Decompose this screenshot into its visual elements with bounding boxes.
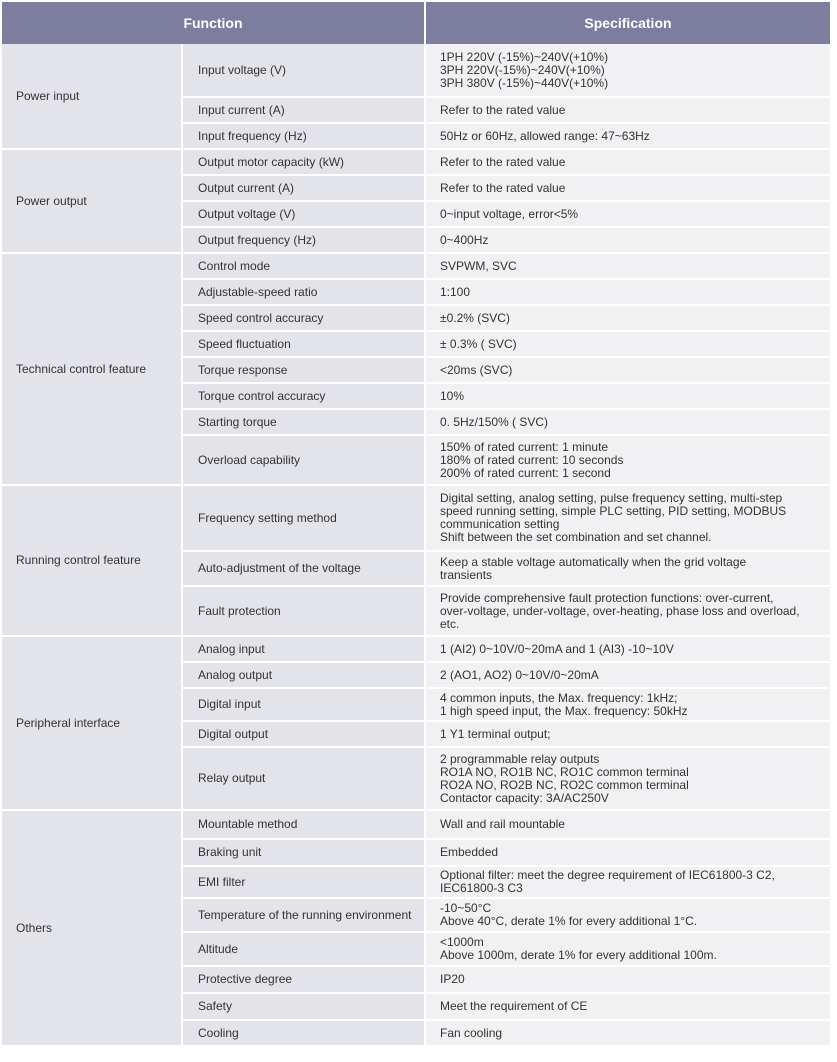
specification-line: 0~400Hz [440, 232, 489, 247]
specification-line: speed running setting, simple PLC setting, PID setting, MODBUS [440, 504, 787, 518]
function-cell: Input current (A) [182, 97, 425, 123]
table-row [2, 44, 831, 97]
specification-cell [425, 932, 831, 966]
specification-table [2, 2, 832, 1047]
specification-cell [425, 966, 831, 993]
group-label: Others [2, 810, 182, 1046]
specification-cell [425, 898, 831, 932]
group-label: Running control feature [2, 485, 182, 636]
specification-line: Fan cooling [440, 1025, 503, 1040]
function-cell: Analog input [182, 636, 425, 662]
specification-line: 0~input voltage, error<5% [440, 206, 579, 221]
specification-cell [425, 409, 831, 435]
specification-cell [425, 747, 831, 810]
function-cell: Overload capability [182, 435, 425, 485]
header-row [2, 2, 831, 44]
specification-header: Specification [425, 2, 831, 44]
group-label: Power input [2, 44, 182, 149]
function-cell: Digital input [182, 688, 425, 721]
function-cell: Output motor capacity (kW) [182, 149, 425, 175]
table-body [2, 44, 831, 1046]
specification-line: <20ms (SVC) [440, 362, 513, 377]
group-label: Peripheral interface [2, 636, 182, 810]
specification-cell [425, 149, 831, 175]
specification-line: Embedded [440, 845, 499, 859]
specification-line: RO2A NO, RO2B NC, RO2C common terminal [440, 777, 689, 792]
specification-cell [425, 175, 831, 201]
specification-line: Shift between the set combination and set channel. [440, 530, 712, 544]
specification-cell [425, 383, 831, 409]
specification-line: communication setting [440, 517, 560, 531]
function-cell: Digital output [182, 721, 425, 747]
specification-line: 1 (AI2) 0~10V/0~20mA and 1 (AI3) -10~10V [440, 641, 674, 656]
specification-cell [425, 485, 831, 551]
specification-line: 50Hz or 60Hz, allowed range: 47~63Hz [440, 128, 650, 143]
specification-line: Wall and rail mountable [440, 817, 565, 831]
function-cell: Input voltage (V) [182, 44, 425, 97]
specification-line: 200% of rated current: 1 second [440, 465, 611, 480]
specification-line: Keep a stable voltage automatically when the grid voltage [440, 554, 747, 569]
specification-cell [425, 357, 831, 383]
function-cell: Altitude [182, 932, 425, 966]
specification-cell [425, 636, 831, 662]
specification-cell [425, 551, 831, 586]
specification-cell [425, 253, 831, 279]
specification-cell [425, 435, 831, 485]
specification-cell [425, 721, 831, 747]
function-cell: Output current (A) [182, 175, 425, 201]
specification-line: Refer to the rated value [440, 180, 566, 195]
function-header: Function [2, 2, 425, 44]
function-cell: Output voltage (V) [182, 201, 425, 227]
specification-cell [425, 688, 831, 721]
table-row [2, 636, 831, 662]
group-label: Power output [2, 149, 182, 253]
function-cell: Temperature of the running environment [182, 898, 425, 932]
specification-line: 2 (AO1, AO2) 0~10V/0~20mA [440, 667, 599, 682]
function-cell: Control mode [182, 253, 425, 279]
specification-line: 10% [440, 388, 465, 403]
specification-line: ±0.2% (SVC) [440, 310, 510, 325]
specification-cell [425, 279, 831, 305]
function-cell: Speed control accuracy [182, 305, 425, 331]
specification-line: 1PH 220V (-15%)~240V(+10%) [440, 49, 609, 64]
specification-line: over-voltage, under-voltage, over-heating, phase loss and overload, [440, 603, 800, 618]
function-cell: Adjustable-speed ratio [182, 279, 425, 305]
function-cell: Auto-adjustment of the voltage [182, 551, 425, 586]
specification-line: Above 1000m, derate 1% for every additional 100m. [440, 948, 717, 962]
function-cell: Analog output [182, 662, 425, 688]
specification-line: -10~50°C [440, 901, 492, 915]
specification-line: Refer to the rated value [440, 102, 566, 117]
specification-line: Meet the requirement of CE [440, 999, 588, 1013]
specification-cell [425, 993, 831, 1020]
specification-line: etc. [440, 616, 460, 631]
specification-line: 4 common inputs, the Max. frequency: 1kHz; [440, 690, 678, 705]
specification-cell [425, 97, 831, 123]
specification-cell [425, 305, 831, 331]
table-row [2, 485, 831, 551]
specification-cell [425, 662, 831, 688]
specification-cell [425, 123, 831, 149]
table-row [2, 253, 831, 279]
function-cell: Output frequency (Hz) [182, 227, 425, 253]
specification-line: Optional filter: meet the degree requirement of IEC61800-3 C2, [440, 868, 775, 882]
specification-cell [425, 810, 831, 839]
specification-line: Provide comprehensive fault protection functions: over-current, [440, 590, 774, 605]
function-cell: Starting torque [182, 409, 425, 435]
specification-line: Above 40°C, derate 1% for every additional 1°C. [440, 914, 698, 928]
specification-line: 1:100 [440, 284, 471, 299]
specification-line: Digital setting, analog setting, pulse frequency setting, multi-step [440, 491, 783, 505]
specification-line: SVPWM, SVC [440, 258, 517, 273]
specification-line: RO1A NO, RO1B NC, RO1C common terminal [440, 764, 689, 779]
function-cell: Input frequency (Hz) [182, 123, 425, 149]
function-cell: Protective degree [182, 966, 425, 993]
function-cell: Speed fluctuation [182, 331, 425, 357]
function-cell: Cooling [182, 1020, 425, 1046]
function-cell: EMI filter [182, 866, 425, 898]
specification-line: IP20 [440, 972, 465, 986]
table-row [2, 149, 831, 175]
specification-line: IEC61800-3 C3 [440, 881, 523, 895]
specification-line: 150% of rated current: 1 minute [440, 439, 609, 454]
function-cell: Frequency setting method [182, 485, 425, 551]
function-cell: Safety [182, 993, 425, 1020]
specification-cell [425, 44, 831, 97]
function-cell: Mountable method [182, 810, 425, 839]
function-cell: Relay output [182, 747, 425, 810]
group-label: Technical control feature [2, 253, 182, 485]
specification-line: transients [440, 567, 493, 582]
specification-line: <1000m [440, 935, 484, 949]
specification-line: 3PH 380V (-15%)~440V(+10%) [440, 75, 609, 90]
specification-line: 180% of rated current: 10 seconds [440, 452, 624, 467]
function-cell: Fault protection [182, 586, 425, 636]
specification-cell [425, 586, 831, 636]
function-cell: Torque response [182, 357, 425, 383]
specification-line: 0. 5Hz/150% ( SVC) [440, 414, 549, 429]
specification-line: Refer to the rated value [440, 154, 566, 169]
specification-line: Contactor capacity: 3A/AC250V [440, 790, 609, 805]
specification-line: 3PH 220V(-15%)~240V(+10%) [440, 62, 605, 77]
specification-line: ± 0.3% ( SVC) [440, 336, 517, 351]
specification-line: 2 programmable relay outputs [440, 751, 600, 766]
specification-cell [425, 331, 831, 357]
table-row [2, 810, 831, 839]
specification-cell [425, 227, 831, 253]
function-cell: Torque control accuracy [182, 383, 425, 409]
specification-cell [425, 839, 831, 866]
specification-cell [425, 201, 831, 227]
specification-cell [425, 866, 831, 898]
function-cell: Braking unit [182, 839, 425, 866]
specification-cell [425, 1020, 831, 1046]
specification-line: 1 Y1 terminal output; [440, 726, 551, 741]
specification-line: 1 high speed input, the Max. frequency: 50kHz [440, 703, 688, 718]
